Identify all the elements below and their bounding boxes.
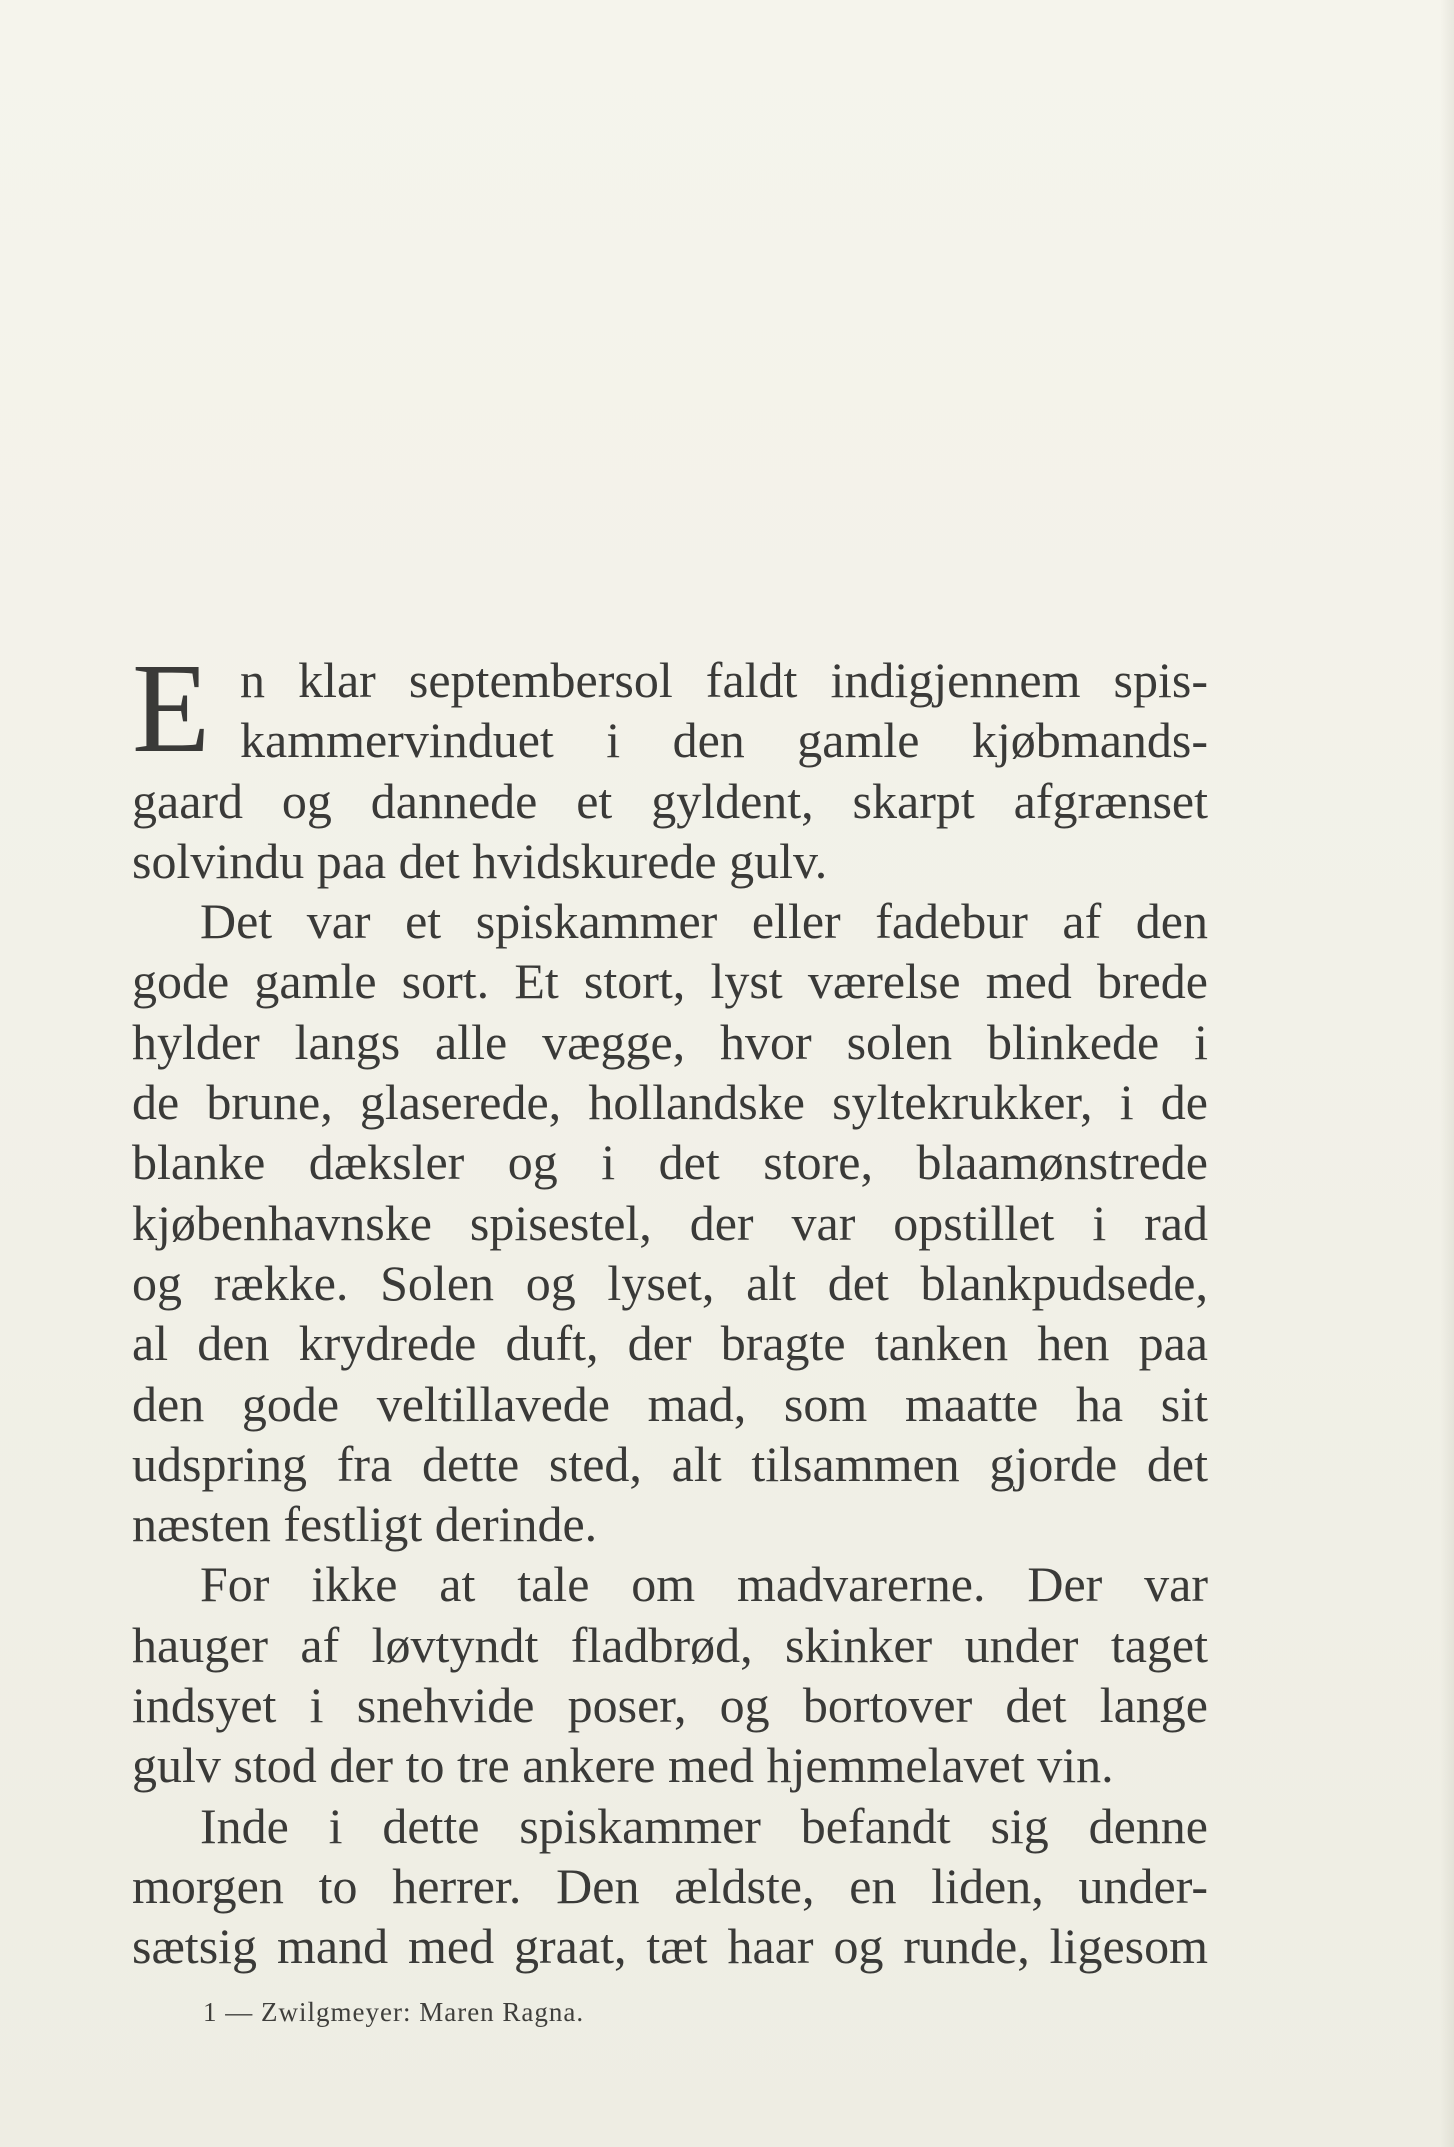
text-line: n klar septembersol faldt indigjennem spis- — [240, 652, 1208, 708]
text-line: al den krydrede duft, der bragte tanken hen paa — [132, 1315, 1208, 1372]
text-line: hylder langs alle vægge, hvor solen blinkede i — [132, 1013, 1208, 1070]
text-line: sætsig mand med graat, tæt haar og runde, ligesom — [132, 1918, 1208, 1975]
text-line: blanke dæksler og i det store, blaamønstrede — [132, 1134, 1208, 1191]
text-line: gaard og dannede et gyldent, skarpt afgrænset — [132, 772, 1208, 829]
text-line: kammervinduet i den gamle kjøbmands- — [240, 712, 1208, 769]
page-edge-shadow — [1440, 0, 1454, 2147]
text-line: Det var et spiskammer eller fadebur af den — [200, 893, 1208, 950]
text-line: næsten festligt derinde. — [132, 1496, 598, 1553]
page-footer-signature: 1 — Zwilgmeyer: Maren Ragna. — [203, 1997, 585, 2027]
text-line: hauger af løvtyndt fladbrød, skinker under taget — [132, 1616, 1208, 1673]
text-line: gode gamle sort. Et stort, lyst værelse med brede — [132, 953, 1208, 1010]
body-text — [132, 637, 1208, 1977]
text-line: morgen to herrer. Den ældste, en liden, under- — [132, 1857, 1208, 1914]
text-line: de brune, glaserede, hollandske syltekrukker, i de — [132, 1074, 1208, 1131]
text-line: For ikke at tale om madvarerne. Der var — [200, 1556, 1208, 1613]
text-line: kjøbenhavnske spisestel, der var opstillet i rad — [132, 1194, 1208, 1251]
text-line: indsyet i snehvide poser, og bortover det lange — [132, 1677, 1208, 1734]
text-line: solvindu paa det hvidskurede gulv. — [132, 832, 828, 889]
text-line: den gode veltillavede mad, som maatte ha sit — [132, 1375, 1208, 1432]
text-line: gulv stod der to tre ankere med hjemmelavet vin. — [132, 1737, 1114, 1794]
text-line: og række. Solen og lyset, alt det blankpudsede, — [132, 1254, 1208, 1311]
text-line: udspring fra dette sted, alt tilsammen gjorde det — [132, 1435, 1208, 1492]
text-line: Inde i dette spiskammer befandt sig denne — [200, 1797, 1208, 1854]
drop-cap: E — [132, 637, 211, 779]
